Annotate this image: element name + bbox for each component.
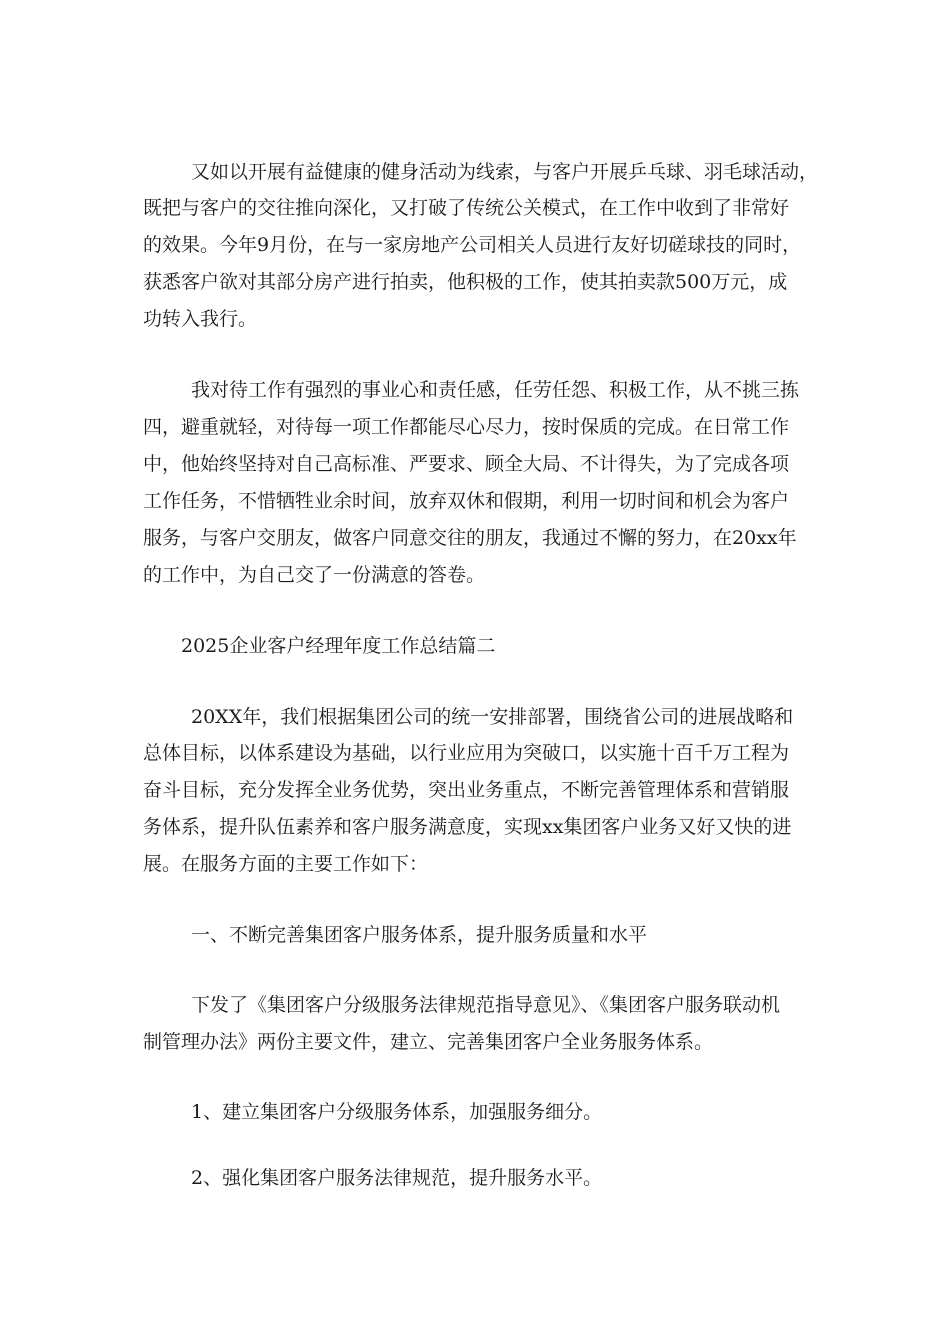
text-line: 20XX年，我们根据集团公司的统一安排部署，围绕省公司的进展战略和 [191, 706, 794, 728]
section-title: 一、不断完善集团客户服务体系，提升服务质量和水平 [191, 924, 648, 946]
text-line: 四，避重就轻，对待每一项工作都能尽心尽力，按时保质的完成。在日常工作 [143, 416, 790, 438]
text-line: 奋斗目标，充分发挥全业务优势，突出业务重点，不断完善管理体系和营销服 [143, 779, 790, 801]
text-line: 展。在服务方面的主要工作如下： [143, 853, 429, 875]
text-line: 我对待工作有强烈的事业心和责任感，任劳任怨、积极工作，从不挑三拣 [191, 379, 800, 401]
text-line: 既把与客户的交往推向深化，又打破了传统公关模式，在工作中收到了非常好 [143, 197, 790, 219]
text-line: 的工作中，为自己交了一份满意的答卷。 [143, 564, 486, 586]
text-line: 的效果。今年9月份，在与一家房地产公司相关人员进行友好切磋球技的同时， [143, 234, 802, 256]
text-line: 务体系，提升队伍素养和客户服务满意度，实现xx集团客户业务又好又快的进 [143, 816, 792, 838]
list-item: 1、建立集团客户分级服务体系，加强服务细分。 [191, 1101, 603, 1123]
text-line: 工作任务，不惜牺牲业余时间，放弃双休和假期，利用一切时间和机会为客户 [143, 490, 790, 512]
text-line: 又如以开展有益健康的健身活动为线索，与客户开展乒乓球、羽毛球活动， [191, 161, 819, 183]
list-item: 2、强化集团客户服务法律规范，提升服务水平。 [191, 1167, 603, 1189]
text-line: 总体目标，以体系建设为基础，以行业应用为突破口，以实施十百千万工程为 [143, 742, 790, 764]
text-line: 功转入我行。 [143, 308, 258, 330]
text-line: 获悉客户欲对其部分房产进行拍卖，他积极的工作，使其拍卖款500万元，成 [143, 271, 788, 293]
text-line: 中，他始终坚持对自己高标准、严要求、顾全大局、不计得失，为了完成各项 [143, 453, 790, 475]
section-heading: 2025企业客户经理年度工作总结篇二 [181, 635, 496, 657]
text-line: 服务，与客户交朋友，做客户同意交往的朋友，我通过不懈的努力，在20xx年 [143, 527, 797, 549]
text-line: 制管理办法》两份主要文件，建立、完善集团客户全业务服务体系。 [143, 1031, 714, 1053]
text-line: 下发了《集团客户分级服务法律规范指导意见》、《集团客户服务联动机 [191, 994, 781, 1016]
